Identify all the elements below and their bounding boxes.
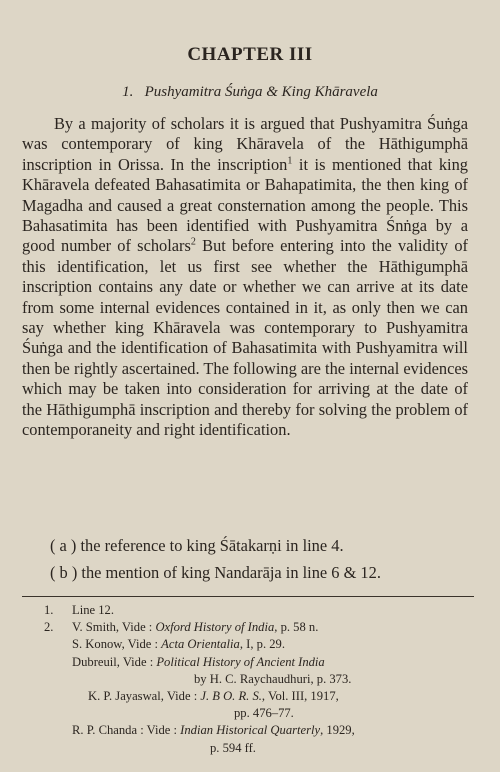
citation-title: Oxford History of India	[155, 620, 275, 635]
section-heading	[0, 84, 500, 101]
footnote-2-konow	[44, 636, 474, 653]
list-item-b: ( b ) the mention of king Nandarāja in line 6 & 12.	[50, 563, 381, 582]
footnote-2-chanda-cont: p. 594 ff.	[210, 740, 256, 755]
footnote-ref-1: 1	[287, 155, 293, 167]
citation-page: , 1929,	[320, 723, 355, 738]
body-paragraph	[22, 114, 468, 441]
section-number: 1.	[122, 84, 134, 100]
citation-page: , Vol. III, 1917,	[261, 689, 339, 704]
citation-author: V. Smith, Vide :	[72, 620, 156, 635]
citation-title: Acta Orientalia	[161, 637, 240, 652]
citation-author: R. P. Chanda : Vide :	[72, 723, 181, 738]
footnotes	[44, 602, 474, 757]
citation-title: J. B O. R. S.	[200, 689, 262, 704]
footnote-ref-2: 2	[190, 236, 196, 248]
list-item-a: ( a ) the reference to king Śātakarṇi in line 4.	[50, 536, 344, 555]
section-title: Pushyamitra Śuṅga & King Khāravela	[144, 84, 378, 100]
paragraph-part-1: By a majority of scholars it is argued that Pushyamitra Śuṅga was contemporary of king Khāravela of the Hāthigumphā inscription in Orissa. In the inscription	[22, 114, 468, 174]
chapter-title: CHAPTER III	[187, 44, 313, 65]
footnote-number: 1.	[44, 603, 54, 617]
citation-author: K. P. Jayaswal, Vide :	[88, 689, 201, 704]
citation-page: , I, p. 29.	[239, 637, 285, 652]
footnote-divider	[22, 596, 474, 597]
citation-author: Dubreuil, Vide :	[72, 654, 157, 669]
citation-page: , p. 58 n.	[274, 620, 319, 635]
paragraph-part-3: But before entering into the validity of this identification, let us first see whether the Hāthigumphā inscription contains any date or whether we can arrive at its date from some internal evidences contained in it, as only then we can say whether king Khāravela was contemporary to Pushyamitra Śuṅga and the identification of Bahasatimita with Pushyamitra will then be rightly ascertained. The following are the internal evidences which may be taken into consideration for arriving at the date of the Hāthigumphā inscription and thereby for solving the problem of contemporaneity and right identification.	[22, 236, 468, 440]
citation-title: Political History of Ancient India	[156, 654, 325, 669]
footnote-1	[44, 602, 474, 619]
footnote-2-smith	[44, 619, 474, 636]
citation-title: Indian Historical Quarterly	[180, 723, 321, 738]
footnote-2-jayaswal-cont: pp. 476–77.	[234, 706, 294, 721]
footnote-2-chanda	[44, 722, 474, 739]
footnote-2-dubreuil-cont: by H. C. Raychaudhuri, p. 373.	[194, 671, 352, 686]
footnote-2-jayaswal	[44, 688, 474, 705]
paragraph-part-2: it is mentioned that king Khāravela defeated Bahasatimita or Bahapatimita, the then king of Magadha and caused a great consternation among the people. This Bahasatimita has been identified with Pushyamitra Śnṅga by a good number of scholars	[22, 154, 468, 256]
footnote-2-dubreuil	[44, 654, 474, 671]
footnote-text: Line 12.	[72, 603, 114, 617]
citation-author: S. Konow, Vide :	[72, 637, 162, 652]
footnote-number: 2.	[44, 620, 54, 635]
